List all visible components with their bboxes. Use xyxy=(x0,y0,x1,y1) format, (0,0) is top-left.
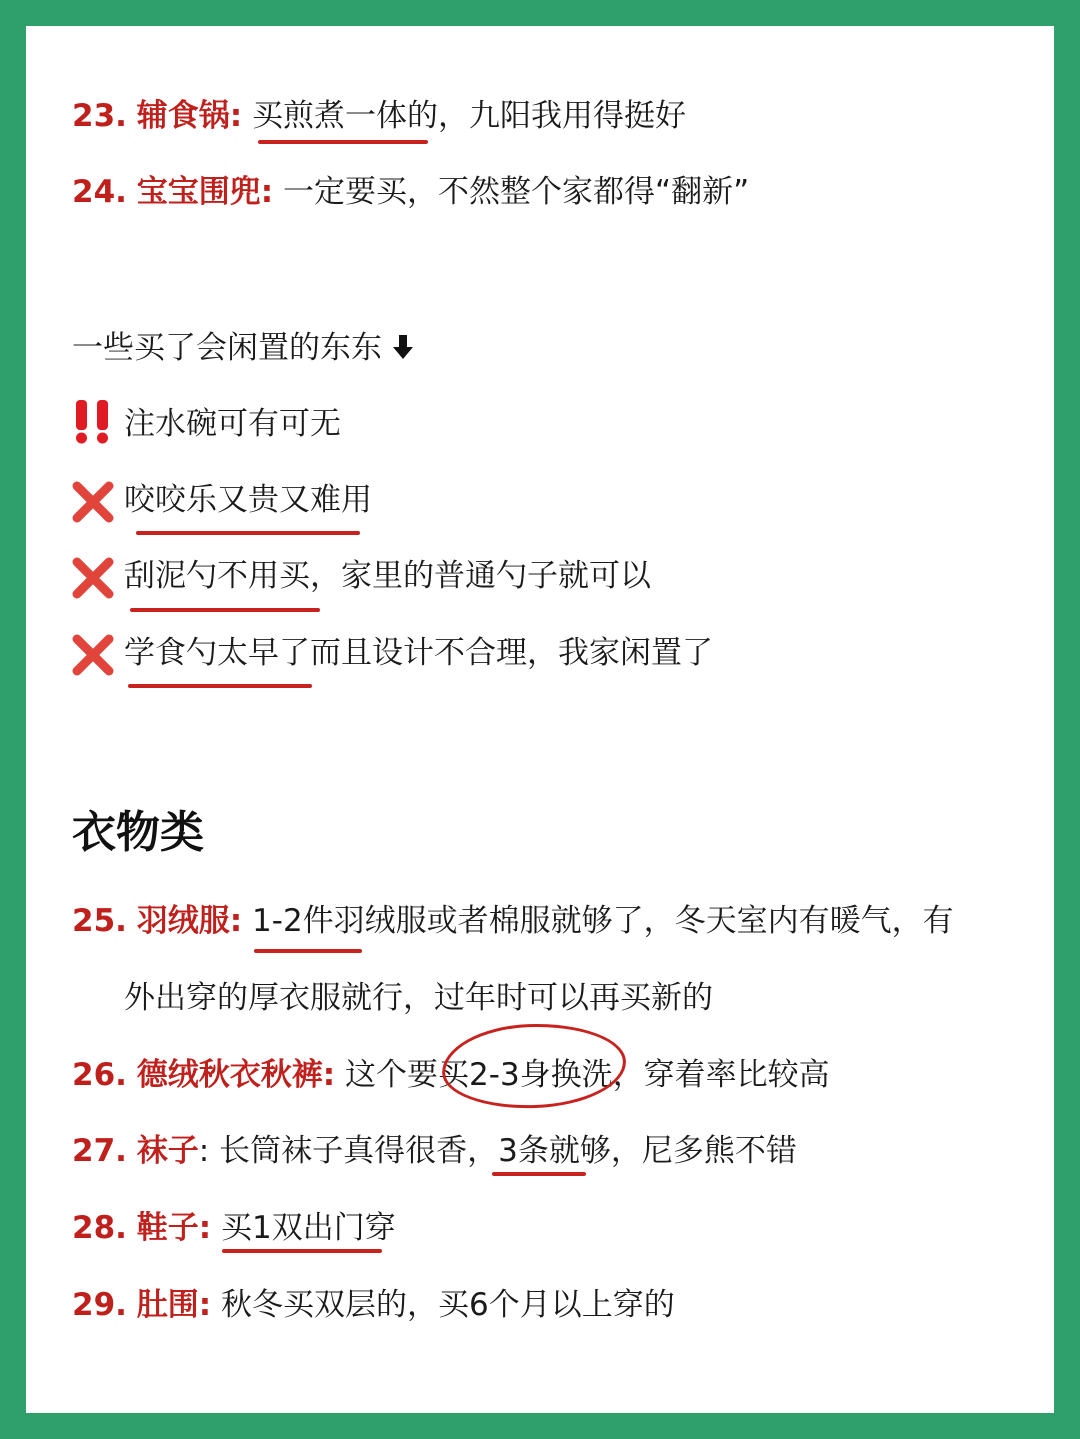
underline-mark xyxy=(254,949,362,953)
item-24 xyxy=(72,172,749,212)
idle-item xyxy=(124,480,372,520)
item-23 xyxy=(72,96,686,136)
cross-mark-icon xyxy=(70,555,116,601)
down-arrow-icon xyxy=(392,333,414,361)
item-27 xyxy=(72,1131,797,1171)
idle-item-text: 刮泥勺不用买，家里的普通勺子就可以 xyxy=(124,558,651,594)
item-number: 28. xyxy=(72,1210,127,1246)
idle-intro xyxy=(72,328,414,368)
item-29 xyxy=(72,1285,675,1325)
item-number: 29. xyxy=(72,1287,127,1323)
item-term: 德绒秋衣秋裤 xyxy=(136,1057,323,1093)
idle-intro-text: 一些买了会闲置的东东 xyxy=(72,330,382,366)
idle-item xyxy=(124,556,651,596)
cross-mark-icon xyxy=(70,632,116,678)
item-colon: : xyxy=(260,174,274,210)
idle-item-text: 注水碗可有可无 xyxy=(124,406,341,442)
item-text-c: ，穿着率比较高 xyxy=(612,1057,830,1093)
item-colon: : xyxy=(322,1057,336,1093)
item-term: 羽绒服 xyxy=(136,903,230,939)
item-number: 25. xyxy=(72,903,127,939)
idle-item xyxy=(124,633,713,673)
item-term: 鞋子 xyxy=(136,1210,199,1246)
item-term: 辅食锅 xyxy=(136,98,230,134)
underline-mark xyxy=(128,684,312,688)
item-text: 1-2件羽绒服或者棉服就够了，冬天室内有暖气，有 xyxy=(252,903,954,939)
underline-mark xyxy=(258,140,428,144)
underline-mark xyxy=(222,1249,382,1253)
underline-mark xyxy=(136,531,360,535)
item-term: 宝宝围兜 xyxy=(136,174,261,210)
item-number: 27. xyxy=(72,1133,127,1169)
underline-mark xyxy=(492,1172,586,1176)
item-text: 买煎煮一体的，九阳我用得挺好 xyxy=(252,98,687,134)
item-number: 24. xyxy=(72,174,127,210)
item-25 xyxy=(72,901,954,941)
item-text: 长筒袜子真得很香，3条就够，尼多熊不错 xyxy=(219,1133,797,1169)
item-colon: : xyxy=(198,1287,212,1323)
item-text: 一定要买，不然整个家都得“翻新” xyxy=(283,174,750,210)
item-colon: : xyxy=(229,903,243,939)
item-colon: : xyxy=(198,1133,210,1169)
double-exclamation-icon xyxy=(70,398,116,444)
item-colon: : xyxy=(229,98,243,134)
item-term: 袜子 xyxy=(136,1133,199,1169)
idle-item-text: 咬咬乐又贵又难用 xyxy=(124,482,372,518)
item-term: 肚围 xyxy=(136,1287,199,1323)
section-heading: 衣物类 xyxy=(72,807,204,858)
item-text-a: 这个要 xyxy=(345,1057,439,1093)
idle-item-text: 学食勺太早了而且设计不合理，我家闲置了 xyxy=(124,635,713,671)
idle-item xyxy=(124,404,341,444)
item-colon: : xyxy=(198,1210,212,1246)
item-text: 外出穿的厚衣服就行，过年时可以再买新的 xyxy=(124,980,713,1016)
item-28 xyxy=(72,1208,396,1248)
item-number: 23. xyxy=(72,98,127,134)
underline-mark xyxy=(130,608,320,612)
content-card xyxy=(26,26,1054,1413)
item-text: 买1双出门穿 xyxy=(221,1210,396,1246)
item-text-circled: 买2-3身换洗 xyxy=(438,1057,613,1093)
item-number: 26. xyxy=(72,1057,127,1093)
item-text: 秋冬买双层的，买6个月以上穿的 xyxy=(221,1287,675,1323)
item-25-continuation xyxy=(124,978,713,1018)
cross-mark-icon xyxy=(70,479,116,525)
